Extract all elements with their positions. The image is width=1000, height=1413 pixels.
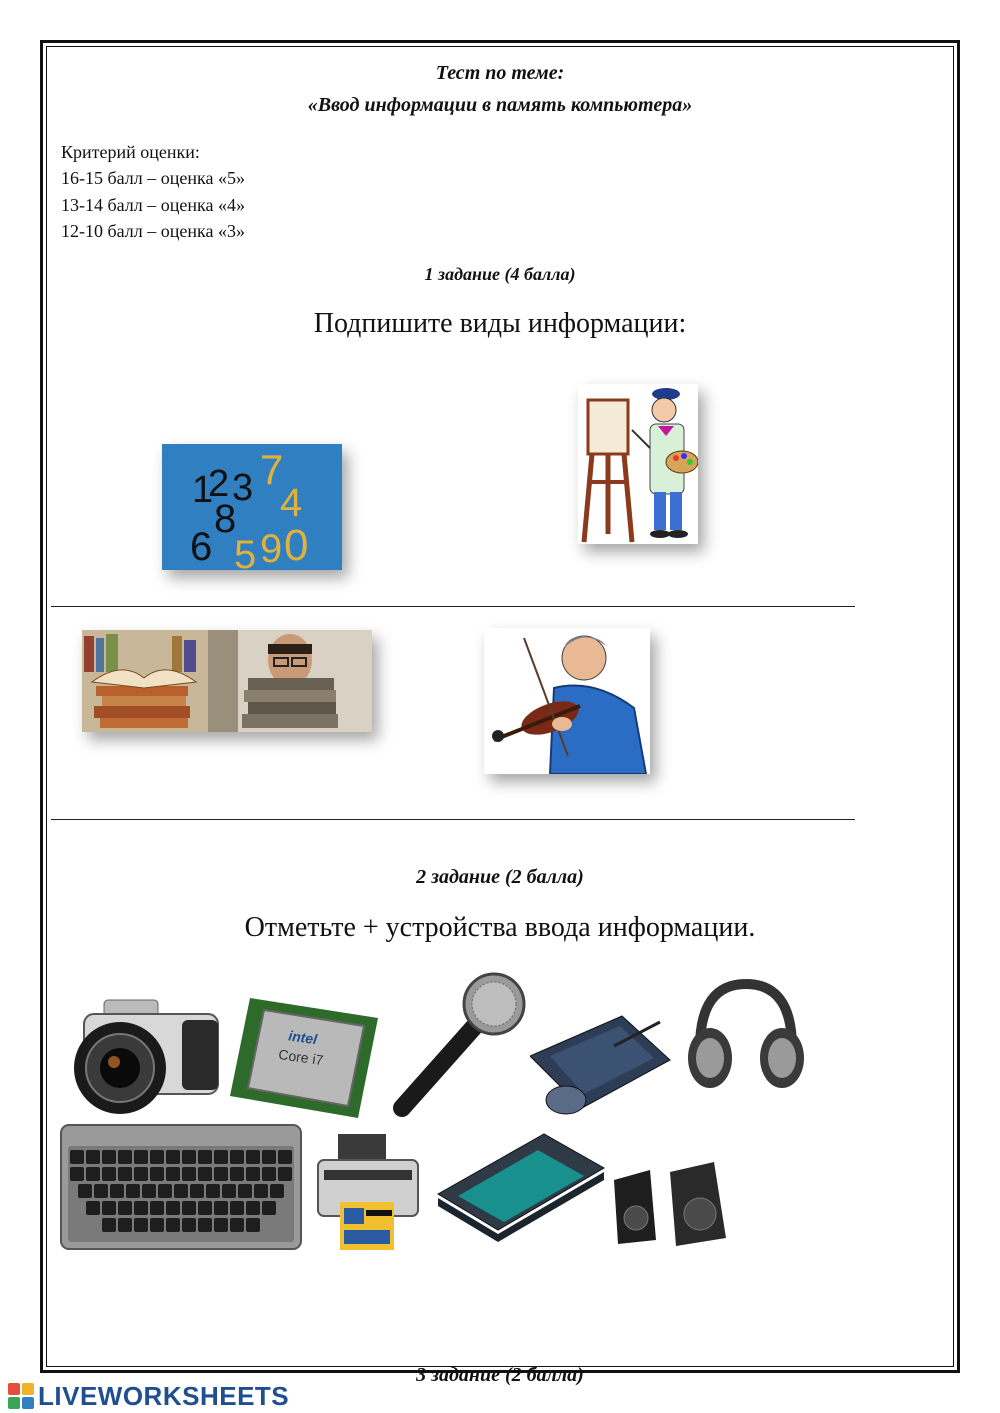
keyboard-key [134,1201,148,1215]
keyboard-key [246,1218,260,1232]
keyboard-key [134,1218,148,1232]
keyboard-key [238,1184,252,1198]
test-title-line1: Тест по теме: [435,62,565,84]
headphones-image[interactable] [684,978,808,1118]
keyboard-key [150,1201,164,1215]
keyboard-key [70,1167,84,1181]
camera-image[interactable] [64,990,222,1116]
keyboard-key [214,1150,228,1164]
keyboard-key [270,1184,284,1198]
keyboard-key [262,1167,276,1181]
keyboard-key [102,1150,116,1164]
task1-label: 1 задание (4 балла) [424,264,576,284]
processor-image[interactable] [230,990,378,1120]
svg-text:1: 1 [192,469,214,511]
keyboard-key [278,1150,292,1164]
keyboard-key [182,1218,196,1232]
keyboard-key [198,1218,212,1232]
keyboard-key [166,1150,180,1164]
svg-text:2: 2 [208,463,230,505]
keyboard-key [126,1184,140,1198]
keyboard-key [94,1184,108,1198]
answer-line[interactable] [51,819,855,820]
books-image [82,630,372,732]
svg-text:7: 7 [260,446,284,493]
keyboard-key [102,1201,116,1215]
task2-label: 2 задание (2 балла) [416,866,584,888]
keyboard-key [230,1150,244,1164]
keyboard-key [150,1150,164,1164]
task1-instruction: Подпишите виды информации: [313,308,687,339]
keyboard-key [230,1201,244,1215]
svg-text:6: 6 [190,525,213,569]
keyboard-key [102,1167,116,1181]
keyboard-key [134,1167,148,1181]
keyboard-key [118,1218,132,1232]
answer-line[interactable] [51,606,855,607]
keyboard-key [262,1201,276,1215]
keyboard-key [214,1201,228,1215]
logo-text: LIVEWORKSHEETS [38,1380,290,1411]
keyboard-key [198,1150,212,1164]
task3-label: 3 задание (2 балла) [416,1364,584,1386]
keyboard-key [182,1201,196,1215]
numbers-image [162,444,342,570]
svg-text:intel: intel [287,1027,319,1048]
keyboard-key [158,1184,172,1198]
criteria-item: 16-15 балл – оценка «5» [61,168,245,188]
svg-text:9: 9 [260,527,283,570]
svg-text:8: 8 [214,497,237,541]
keyboard-key [70,1150,84,1164]
criteria-item: 13-14 балл – оценка «4» [61,195,245,215]
keyboard-key [150,1167,164,1181]
keyboard-key [214,1167,228,1181]
keyboard-key [174,1184,188,1198]
keyboard-key [198,1201,212,1215]
keyboard-key [150,1218,164,1232]
keyboard-key [118,1201,132,1215]
svg-text:0: 0 [284,521,309,570]
microphone-image[interactable] [382,968,532,1118]
keyboard-key [198,1167,212,1181]
svg-text:Core i7: Core i7 [277,1046,325,1069]
keyboard-key [142,1184,156,1198]
test-title-line2: «Ввод информации в память компьютера» [307,94,693,116]
keyboard-key [246,1201,260,1215]
keyboard-key [222,1184,236,1198]
keyboard-key [246,1167,260,1181]
task2-instruction: Отметьте + устройства ввода информации. [244,912,756,943]
keyboard-key [86,1167,100,1181]
violinist-image [484,628,650,774]
keyboard-key [182,1167,196,1181]
graphics-tablet-image[interactable] [530,1012,676,1128]
keyboard-key [278,1167,292,1181]
keyboard-key [102,1218,116,1232]
keyboard-key [214,1218,228,1232]
keyboard-key [134,1150,148,1164]
keyboard-key [118,1150,132,1164]
keyboard-key [206,1184,220,1198]
liveworksheets-logo[interactable] [8,1382,295,1410]
keyboard-key [86,1150,100,1164]
keyboard-image[interactable] [60,1124,302,1250]
keyboard-key [118,1167,132,1181]
criteria-item: 12-10 балл – оценка «3» [61,221,245,241]
keyboard-key [166,1218,180,1232]
svg-text:4: 4 [280,481,303,525]
keyboard-key [230,1218,244,1232]
keyboard-key [254,1184,268,1198]
logo-squares-icon [8,1383,34,1409]
criteria-heading: Критерий оценки: [61,142,200,162]
keyboard-key [166,1167,180,1181]
svg-text:3: 3 [232,467,254,509]
keyboard-key [262,1150,276,1164]
keyboard-key [230,1167,244,1181]
svg-text:5: 5 [234,533,257,570]
keyboard-key [86,1201,100,1215]
keyboard-key [110,1184,124,1198]
keyboard-key [78,1184,92,1198]
keyboard-key [182,1150,196,1164]
printer-image[interactable] [314,1130,422,1252]
painter-image [578,384,698,544]
speakers-image[interactable] [610,1160,742,1248]
keyboard-key [246,1150,260,1164]
scanner-image[interactable] [434,1132,606,1244]
keyboard-key [190,1184,204,1198]
keyboard-key [166,1201,180,1215]
